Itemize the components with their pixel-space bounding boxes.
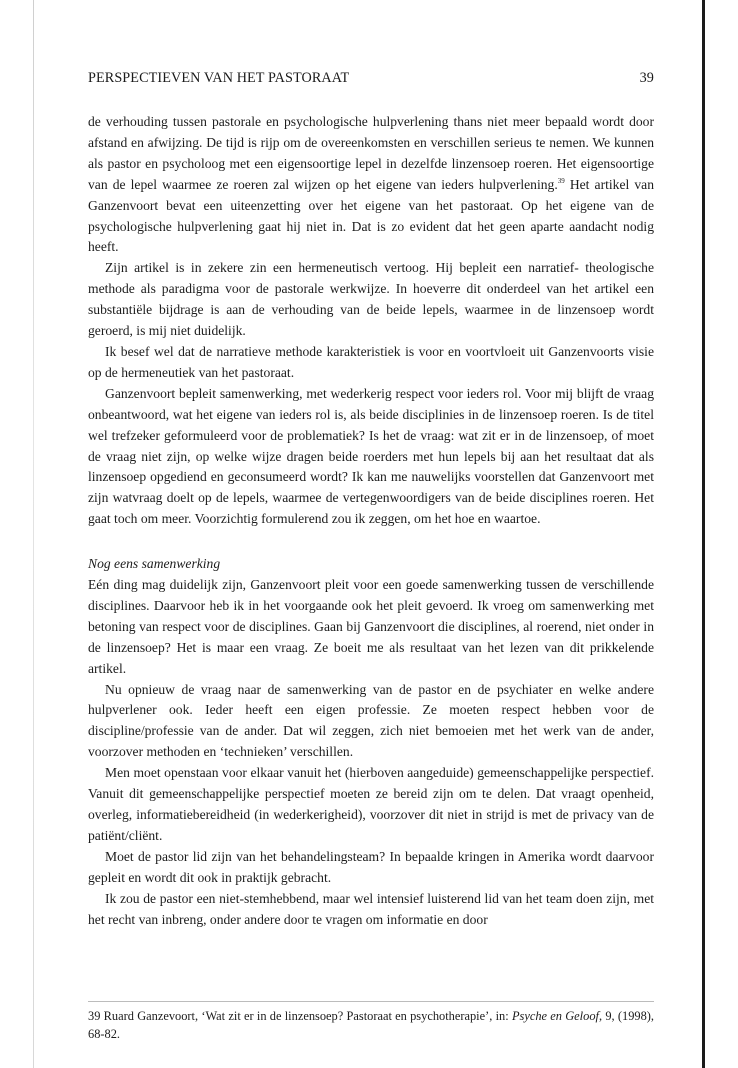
footnote-reference: 39 bbox=[557, 176, 565, 185]
page-number: 39 bbox=[639, 70, 654, 86]
paragraph-2: Zijn artikel is in zekere zin een hermeneutisch vertoog. Hij bepleit een narratief- theologische methode als paradigma voor de pastorale werkwijze. In hoeverre dit onderdeel van het artikel een substantiële bijdrage is aan de verhouding van de beide lepels, waarmee in de linzensoep wordt geroerd, is mij niet duidelijk. bbox=[88, 260, 654, 339]
paragraph-8: Moet de pastor lid zijn van het behandelingsteam? In bepaalde kringen in Amerika wordt daarvoor gepleit en wordt dit ook in praktijk gebracht. bbox=[88, 848, 654, 885]
paragraph-1-text-a: de verhouding tussen pastorale en psychologische hulpverlening thans niet meer bepaald wordt door afstand en afwijzing. De tijd is rijp om de overeenkomsten en verschillen serieus te nemen. We kunnen als pastor en psycholoog met een eigensoortige lepel in dezelfde linzensoep roeren. Het eigensoortige van de lepel waarmee ze roeren zal wijzen op het eigene van ieders hulpverlening. bbox=[88, 114, 654, 192]
running-header bbox=[88, 70, 654, 87]
paragraph-1-text-b: Het artikel van Ganzenvoort bevat een uiteenzetting over het eigene van het pastoraat. Op het eigene van de psychologische hulpverlening gaat hij niet in. Dat is zo evident dat het geen aparte aandacht nodig heeft. bbox=[88, 176, 655, 255]
footnote-number: 39 bbox=[88, 1009, 101, 1023]
paragraph-4: Ganzenvoort bepleit samenwerking, met wederkerig respect voor ieders rol. Voor mij blijft de vraag onbeantwoord, wat het eigene van ieders rol is, als beide disciplinies in de linzensoep roeren. Is de titel wel trefzeker geformuleerd voor de problematiek? Is het de vraag: wat zit er in de linzensoep, of moet de vraag niet zijn, op welke wijze dragen beide roerders met hun lepels bij aan het resultaat dat als linzensoep opgediend en geconsumeerd wordt? Ik kan me nauwelijks voorstellen dat Ganzenvoort met zijn watvraag doelt op de lepels, waarmee de vertegenwoordigers van de beide disciplines roeren. Het gaat toch om meer. Voorzichtig formulerend zou ik zeggen, om het hoe en waartoe. bbox=[88, 385, 654, 527]
footnote-divider bbox=[88, 1001, 654, 1002]
footnote-text-b: , 9, (1998), 68-82. bbox=[88, 1009, 655, 1041]
footnote-journal: Psyche en Geloof bbox=[511, 1009, 599, 1023]
paragraph-7: Men moet openstaan voor elkaar vanuit het (hierboven aangeduide) gemeenschappelijke perspectief. Vanuit dit gemeenschappelijke perspectief moeten ze bereid zijn om te delen. Dat vraagt openheid, overleg, informatiebereidheid (in wederkerigheid), voorzover dit niet in strijd is met de privacy van de patiënt/cliënt. bbox=[88, 765, 654, 843]
running-header-title: PERSPECTIEVEN VAN HET PASTORAAT bbox=[88, 70, 350, 86]
paragraph-1 bbox=[88, 112, 654, 258]
paragraph-3: Ik besef wel dat de narratieve methode karakteristiek is voor en voortvloeit uit Ganzenvoorts visie op de hermeneutiek van het pastoraat. bbox=[88, 343, 654, 380]
paragraph-6: Nu opnieuw de vraag naar de samenwerking van de pastor en de psychiater en welke andere hulpverlener ook. Ieder heeft een eigen professie. Ze moeten respect hebben voor de discipline/professie van de ander. Dat wil zeggen, zich niet bemoeien met het werk van de ander, voorzover methoden en ‘technieken’ verschillen. bbox=[88, 681, 654, 760]
page-spine-shadow bbox=[33, 0, 34, 1068]
paragraph-5: Eén ding mag duidelijk zijn, Ganzenvoort pleit voor een goede samenwerking tussen de verschillende disciplines. Daarvoor heb ik in het voorgaande ook het pleit gevoerd. Ik vroeg om samenwerking met betoning van respect voor de disciplines. Gaan bij Ganzenvoort die disciplines, al roerend, niet onder in de linzensoep? Het is maar een vraag. Ze boeit me als resultaat van het lezen van dit prikkelende artikel. bbox=[88, 577, 654, 676]
paragraph-9: Ik zou de pastor een niet-stemhebbend, maar wel intensief luisterend lid van het team doen zijn, met het recht van inbreng, onder andere door te vragen om informatie en door bbox=[88, 890, 654, 927]
body-text bbox=[88, 112, 654, 930]
section-subheading: Nog eens samenwerking bbox=[88, 556, 221, 572]
footnote bbox=[88, 1008, 654, 1044]
page-edge-border bbox=[702, 0, 705, 1068]
footnote-text-a: Ruard Ganzevoort, ‘Wat zit er in de linzensoep? Pastoraat en psychotherapie’, in: bbox=[103, 1009, 512, 1023]
